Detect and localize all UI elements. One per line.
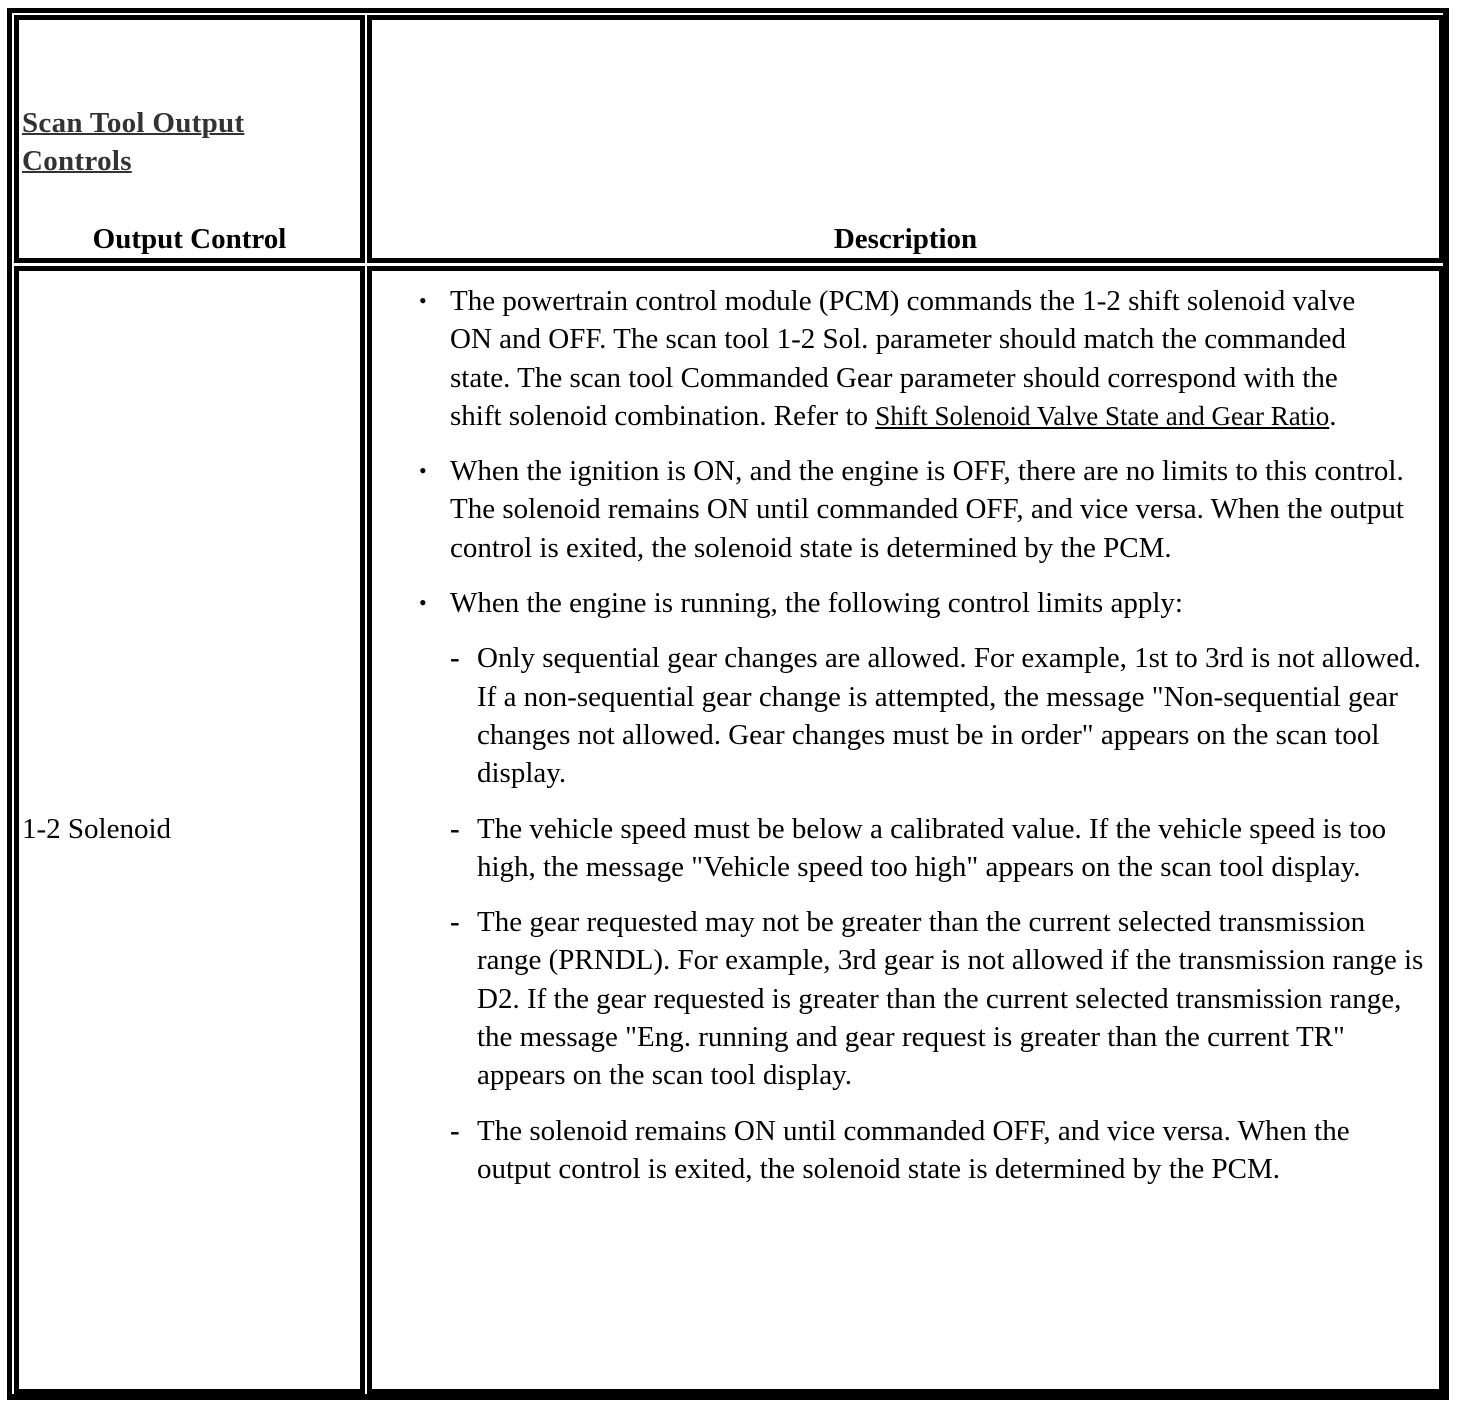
bullet-item (372, 282, 1434, 435)
sub-list-item (372, 639, 1434, 792)
sub-item-text: The vehicle speed must be below a calibrated value. If the vehicle speed is too high, the message "Vehicle speed too high" appears on the scan tool display. (477, 812, 1387, 883)
bullet-icon: • (419, 288, 427, 313)
column-header-output-control: Output Control (92, 223, 287, 255)
sub-list-item (372, 903, 1434, 1094)
shift-solenoid-valve-state-link[interactable]: Shift Solenoid Valve State and Gear Ratio (875, 400, 1330, 431)
bullet-text: When the ignition is ON, and the engine is OFF, there are no limits to this control. The solenoid remains ON until commanded OFF, and vice versa. When the output control is exited, the solenoid state is determined by the PCM. (450, 455, 1404, 564)
sub-list-item (372, 810, 1434, 887)
bullet-text-end: . (1329, 399, 1337, 432)
bullet-icon: • (419, 458, 427, 484)
bullet-item (372, 452, 1434, 567)
bullet-text: The powertrain control module (PCM) commands the 1-2 shift solenoid valve ON and OFF. The scan tool 1-2 Sol. parameter should match the commanded state. The scan tool Commanded Gear parameter should correspond with the shift solenoid combination. Refer to (450, 285, 1356, 432)
bullet-icon: • (419, 590, 427, 616)
sub-list-item (372, 1112, 1434, 1189)
dash-icon: - (450, 906, 460, 939)
dash-icon: - (450, 1114, 460, 1147)
description-content (372, 282, 1434, 1205)
scan-tool-output-controls-link[interactable]: Scan Tool Output Controls (22, 107, 245, 177)
bullet-text: When the engine is running, the following control limits apply: (450, 587, 1183, 620)
sub-item-text: The solenoid remains ON until commanded OFF, and vice versa. When the output control is exited, the solenoid state is determined by the PCM. (477, 1114, 1350, 1185)
column-header-description: Description (833, 223, 978, 255)
dash-icon: - (450, 812, 460, 845)
sub-item-text: Only sequential gear changes are allowed. For example, 1st to 3rd is not allowed. If a non-sequential gear change is attempted, the message "Non-sequential gear changes not allowed. Gear changes must be in order" appears on the scan tool display. (477, 642, 1421, 790)
dash-icon: - (450, 642, 460, 675)
output-control-name: 1-2 Solenoid (22, 813, 172, 845)
bullet-item (372, 584, 1434, 622)
sub-item-text: The gear requested may not be greater than the current selected transmission range (PRNDL). For example, 3rd gear is not allowed if the transmission range is D2. If the gear requested is greater than the current selected transmission range, the message "Eng. running and gear request is greater than the current TR" appears on the scan tool display. (477, 906, 1424, 1092)
